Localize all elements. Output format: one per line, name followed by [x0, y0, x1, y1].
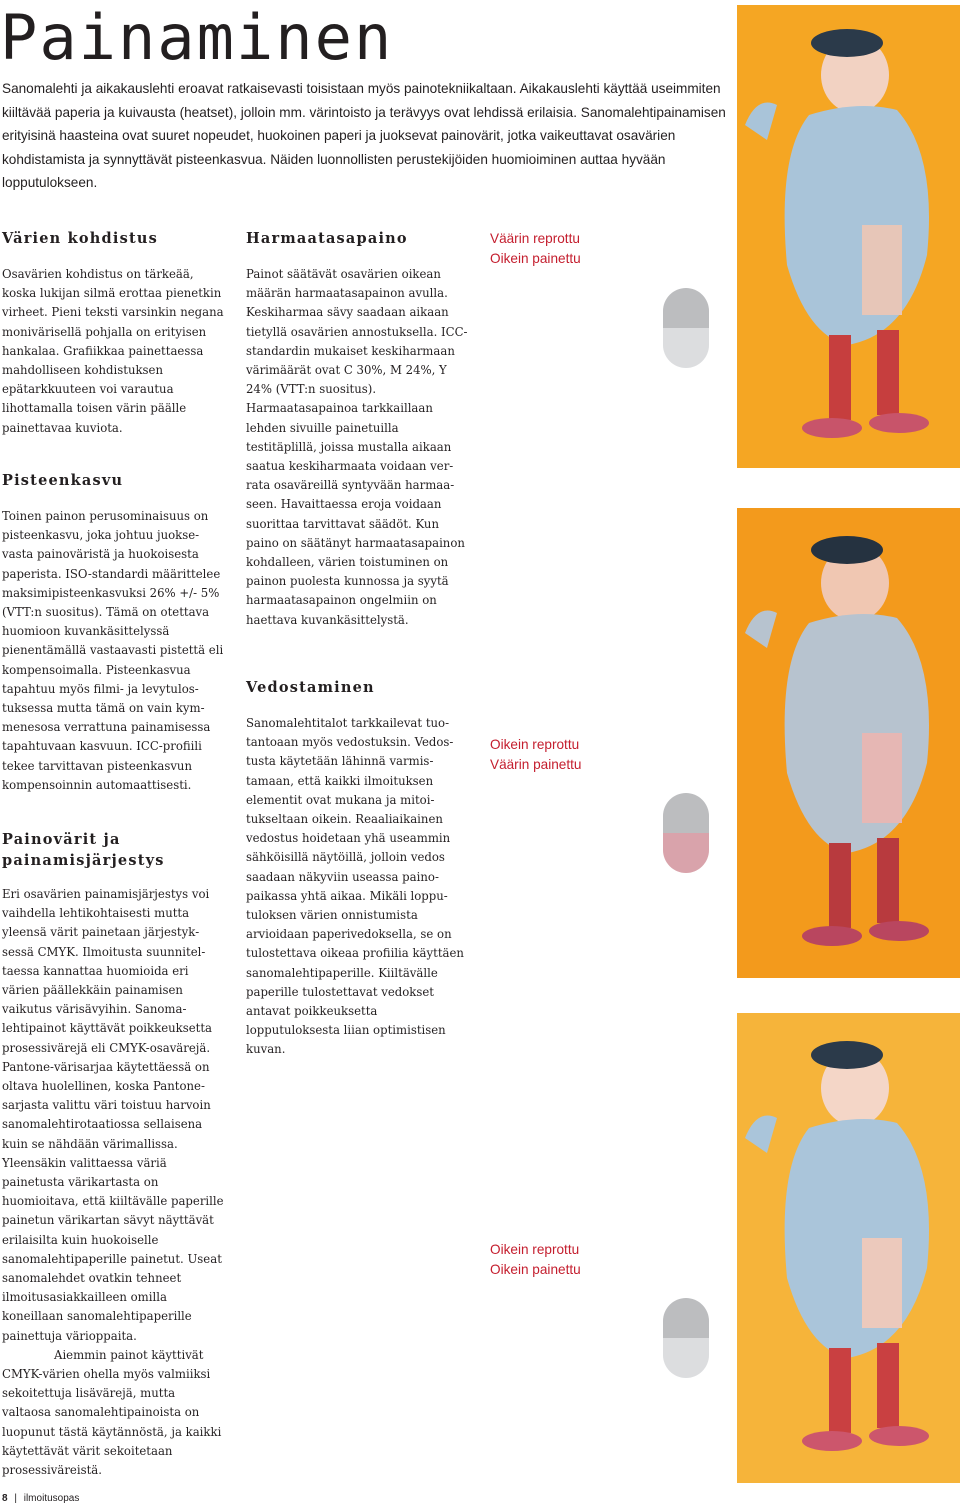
photo-clown-3: [737, 1013, 960, 1483]
section-heading-line2: painamisjärjestys: [2, 852, 165, 869]
publication-name: ilmoitusopas: [23, 1493, 80, 1504]
gray-balance-swatch-3: [663, 1298, 709, 1378]
swatch-top: [663, 288, 709, 328]
section-pisteenkasvu: [2, 470, 224, 795]
section-body: Eri osavärien painamisjärjestys voi vaihdella lehtikohtaisesti mutta yleensä värit painetaan järjestyksessä CMYK. Ilmoitusta suunniteltaessa kannattaa huomioida eri värien päällekkäin painamisen vaikutus värisävyihin. Sanomalehtipainot käyttävät poikkeuksetta prosessivärejä eli CMYK-osavärejä. Pantone-värisarjaa käytettäessä on oltava huolellinen, koska Pantone-sarjasta valittu väri toistuu harvoin sanomalehtirotaatiossa sellaisena kuin se nähdään värimallissa. Yleensäkin valittaessa väriä painetusta värikartasta on huomioitava, että kiiltävälle paperille painetun värikartan sävyt näyttävät erilaisilta kuin huokoiselle sanomalehtipaperille painetut. Useat sanomalehdet ovatkin tehneet ilmoitusasiakkailleen omilla koneillaan sanomalehtipaperille painettuja värioppaita.: [2, 887, 224, 1343]
swatch-top: [663, 1298, 709, 1338]
caption-line: Oikein reprottu: [490, 737, 580, 752]
page-number: 8: [2, 1493, 8, 1504]
swatch-bottom: [663, 328, 709, 368]
caption-2: [490, 735, 581, 775]
section-harmaatasapaino: [246, 228, 470, 630]
caption-3: [490, 1240, 581, 1280]
page-title: Painaminen: [0, 1, 394, 74]
gray-balance-swatch-1: [663, 288, 709, 368]
gray-balance-swatch-2: [663, 793, 709, 873]
section-body: Sanomalehtitalot tarkkailevat tuotantoaan myös vedostuksin. Vedostusta käytetään lähinnä varmistamaan, että kaikki ilmoituksen elementit ovat mukana ja mitoitukseltaan oikein. Reaaliaikainen vedostus hoidetaan yhä useammin sähköisillä näytöillä, jolloin vedos saadaan näkyviin useassa painopaikassa yhtä aikaa. Mikäli lopputuloksen värien onnistumista arvioidaan paperivedoksella, se on tulostettava oikeaa profiilia käyttäen sanomalehtipaperille. Kiiltävälle paperille tulostettavat vedokset antavat poikkeuksetta lopputuloksesta liian optimistisen kuvan.: [246, 716, 464, 1057]
photo-clown-1: [737, 5, 960, 468]
photo-clown-2: [737, 508, 960, 978]
caption-line: Väärin painettu: [490, 757, 582, 772]
swatch-bottom: [663, 1338, 709, 1378]
swatch-top: [663, 793, 709, 833]
section-heading: Vedostaminen: [246, 679, 375, 696]
section-painovarit: [2, 829, 224, 1480]
caption-line: Oikein painettu: [490, 1262, 581, 1277]
section-body: Painot säätävät osavärien oikean määrän harmaatasapainon avulla. Keskiharmaa sävy saadaan aikaan tietyllä osavärien annostuksella. ICC-standardin mukaiset keskiharmaan värimäärät ovat C 30%, M 24%, Y 24% (VTT:n suositus). Harmaatasapainoa tarkkaillaan lehden sivuille painetuilla testitäplillä, joissa mustalla aikaan saatua keskiharmaata voidaan verrata osaväreillä syntyvään harmaaseen. Havaittaessa eroja voidaan suorittaa tarvittavat säädöt. Kun paino on säätänyt harmaatasapainon kohdalleen, värien toistuminen on painon puolesta kunnossa ja syytä harmaatasapainon ongelmiin on haettava kuvankäsittelystä.: [246, 267, 468, 627]
section-varien-kohdistus: [2, 228, 224, 438]
section-body: Osavärien kohdistus on tärkeää, koska lukijan silmä erottaa pienetkin virheet. Pieni teksti varsinkin negana monivärisellä pohjalla on erityisen hankalaa. Grafiikkaa painettaessa mahdolliseen kohdistuksen epätarkkuuteen voi varautua lihottamalla toisen värin päälle painettavaa kuviota.: [2, 267, 224, 435]
intro-paragraph: Sanomalehti ja aikakauslehti eroavat ratkaisevasti toisistaan myös painotekniikaltaan. Aikakauslehti käyttää useimmiten kiiltävää paperia ja kuivausta (heatset), jolloin mm. värintoisto ja terävyys ovat lehdissä erilaisia. Sanomalehtipainamisen erityisinä haasteina ovat suuret nopeudet, huokoinen paperi ja juoksevat painovärit, jotka vaikeuttavat osavärien kohdistamista ja synnyttävät pisteenkasvua. Näiden luonnollisten perustekijöiden huomioiminen auttaa hyvään lopputulokseen.: [2, 81, 726, 191]
caption-1: [490, 229, 581, 269]
page-footer: [2, 1493, 79, 1504]
footer-separator: |: [14, 1493, 17, 1504]
swatch-bottom: [663, 833, 709, 873]
section-vedostaminen: [246, 677, 470, 1060]
caption-line: Oikein reprottu: [490, 1242, 580, 1257]
section-body: Toinen painon perusominaisuus on pisteenkasvu, joka johtuu juoksevasta painoväristä ja huokoisesta paperista. ISO-standardi määrittelee maksimipisteenkasvuksi 26% +/- 5% (VTT:n suositus). Tämä on otettava huomioon kuvankäsittelyssä pienentämällä vastaavasti pistettä eli kompensoimalla. Pisteenkasvua tapahtuu myös filmi- ja levytulostuksessa mutta tämä on vain kymmenesosa verrattuna painamisessa tapahtuvaan kasvuun. ICC-profiili tekee tarvittavan pisteenkasvun kompensoinnin automaattisesti.: [2, 509, 224, 792]
section-heading: Harmaatasapaino: [246, 230, 408, 247]
section-heading: Pisteenkasvu: [2, 472, 124, 489]
section-body-2: Aiemmin painot käyttivät CMYK-värien ohella myös valmiiksi sekoitettuja lisävärejä, mutta valtaosa sanomalehtipainoista on luopunut tästä käytännöstä, ja kaikki käytettävät värit sekoitetaan prosessiväreistä.: [2, 1347, 222, 1478]
caption-line: Oikein painettu: [490, 251, 581, 266]
section-heading: Värien kohdistus: [2, 230, 158, 247]
section-heading-line1: Painovärit ja: [2, 831, 121, 848]
caption-line: Väärin reprottu: [490, 231, 580, 246]
